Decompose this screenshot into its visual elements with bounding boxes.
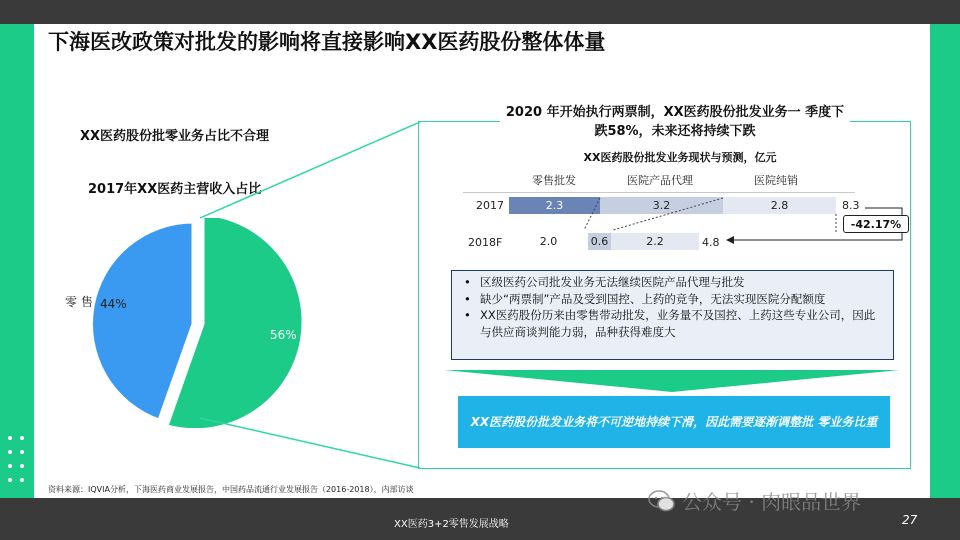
- analysis-heading: 2020 年开始执行两票制，XX医药股份批发业务一 季度下跌58%，未来还将持续下跌: [500, 103, 850, 141]
- pie-label-retail: 零 售: [65, 295, 93, 309]
- key-point: • 缺少“两票制”产品及受到国控、上药的竞争，无法实现医院分配额度: [460, 291, 885, 308]
- key-point: • XX医药股份历来由零售带动批发，业务量不及国控、上药这些专业公司，因此与供应商谈判能力弱，品种获得难度大: [460, 307, 885, 340]
- bar-2018f-retail-wholesale: 2.0: [539, 235, 558, 248]
- right-accent-bar: [930, 24, 960, 498]
- left-section-heading: XX医药股份批零业务占比不合理: [80, 129, 270, 144]
- pie-percent-retail: 44%: [100, 297, 127, 311]
- key-points-box: [451, 270, 894, 360]
- page-title: 下海医改政策对批发的影响将直接影响XX医药股份整体体量: [48, 30, 606, 54]
- watermark-text: 公众号 · 肉眼品世界: [682, 490, 862, 514]
- pie-percent-wholesale: 56%: [270, 328, 297, 342]
- top-bar: [0, 0, 960, 24]
- bar-chart-title: XX医药股份批发业务现状与预测，亿元: [583, 151, 777, 164]
- dot-grid-decoration: [0, 430, 34, 498]
- down-arrow-banner: [444, 368, 900, 394]
- pie-chart-title: 2017年XX医药主营收入占比: [88, 182, 262, 197]
- bar-2018f-hospital-agency: 0.6: [588, 233, 611, 250]
- column-header-hospital-direct: 医院纯销: [754, 174, 798, 187]
- key-point: • 区级医药公司批发业务无法继续医院产品代理与批发: [460, 274, 885, 291]
- total-2018f: 4.8: [702, 236, 720, 249]
- source-note: 资料来源：IQVIA分析，下海医药商业发展报告，中国药品流通行业发展报告（2016-2018），内部访谈: [48, 485, 414, 494]
- left-accent-bar: [0, 24, 34, 498]
- wechat-icon: [648, 489, 676, 513]
- bar-2017-hospital-agency: 3.2: [600, 197, 723, 214]
- connector-lines: [170, 118, 422, 478]
- page-number: 27: [902, 513, 918, 527]
- change-percent-badge: -42.17%: [843, 215, 909, 233]
- bar-2018f-hospital-direct: 2.2: [611, 233, 699, 250]
- bar-2017-hospital-direct: 2.8: [723, 197, 836, 214]
- bar-2017-retail-wholesale: 2.3: [509, 197, 600, 214]
- column-header-retail-wholesale: 零售批发: [532, 174, 576, 187]
- conclusion-banner: XX医药股份批发业务将不可逆地持续下滑，因此需要逐渐调整批 零业务比重: [458, 396, 890, 448]
- year-label-2017: 2017: [476, 199, 504, 212]
- column-header-hospital-agency: 医院产品代理: [627, 174, 693, 187]
- total-2017: 8.3: [842, 199, 860, 212]
- watermark: [648, 486, 861, 515]
- footer-title: XX医药3+2零售发展战略: [394, 519, 509, 530]
- year-label-2018f: 2018F: [468, 236, 503, 249]
